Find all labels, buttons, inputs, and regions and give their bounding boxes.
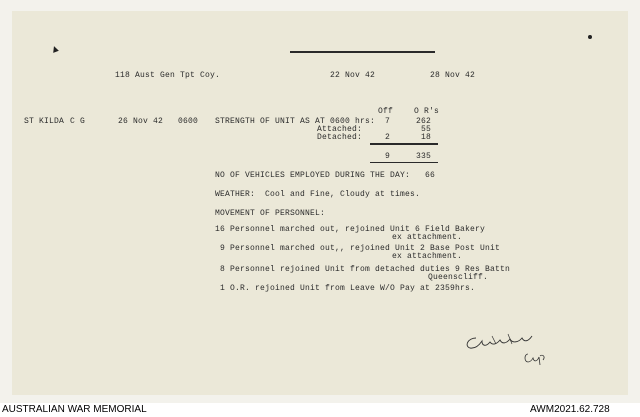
footer-accession: AWM2021.62.728 (530, 404, 610, 415)
vehicles-label: NO OF VEHICLES EMPLOYED DURING THE DAY: (215, 171, 411, 180)
attached-ors: 55 (420, 125, 431, 134)
strength-off: 7 (384, 117, 390, 126)
total-ors: 335 (415, 152, 431, 161)
date-to: 28 Nov 42 (430, 71, 476, 80)
grid-ref: C G (70, 117, 86, 126)
movement-line: 16 Personnel marched out, rejoined Unit 6 Field Bakery (215, 225, 486, 234)
unit-name: 118 Aust Gen Tpt Coy. (115, 71, 221, 80)
movement-line-cont: ex attachment. (391, 233, 462, 242)
movement-line: 1 O.R. rejoined Unit from Leave W/O Pay at 2359hrs. (215, 284, 476, 293)
detached-label: Detached: (316, 133, 362, 142)
movement-line-cont: ex attachment. (391, 252, 462, 261)
date-from: 22 Nov 42 (330, 71, 376, 80)
movement-line: 9 Personnel marched out,, rejoined Unit 2 Base Post Unit (215, 244, 501, 253)
footer-source: AUSTRALIAN WAR MEMORIAL (2, 404, 147, 415)
detached-ors: 18 (420, 133, 431, 142)
movement-heading: MOVEMENT OF PERSONNEL: (215, 209, 326, 218)
handwritten-signature (462, 332, 552, 370)
total-rule-top (370, 143, 438, 145)
place: ST KILDA (24, 117, 65, 126)
total-off: 9 (384, 152, 390, 161)
vehicles-value: 66 (425, 171, 436, 180)
movement-line-cont: Queenscliff. (427, 273, 488, 282)
header-rule (290, 51, 435, 53)
movement-line: 8 Personnel rejoined Unit from detached duties 9 Res Battn (215, 265, 511, 274)
entry-date: 26 Nov 42 (118, 117, 164, 126)
column-header-off: Off (378, 107, 394, 116)
total-rule-bottom (370, 162, 438, 163)
entry-time: 0600 (178, 117, 199, 126)
column-header-ors: O R's (414, 107, 440, 116)
attached-label: Attached: (316, 125, 362, 134)
detached-off: 2 (384, 133, 390, 142)
punch-mark-right (588, 35, 592, 39)
strength-label: STRENGTH OF UNIT AS AT 0600 hrs: (215, 117, 376, 126)
weather: WEATHER: Cool and Fine, Cloudy at times. (215, 190, 421, 199)
strength-ors: 262 (415, 117, 431, 126)
